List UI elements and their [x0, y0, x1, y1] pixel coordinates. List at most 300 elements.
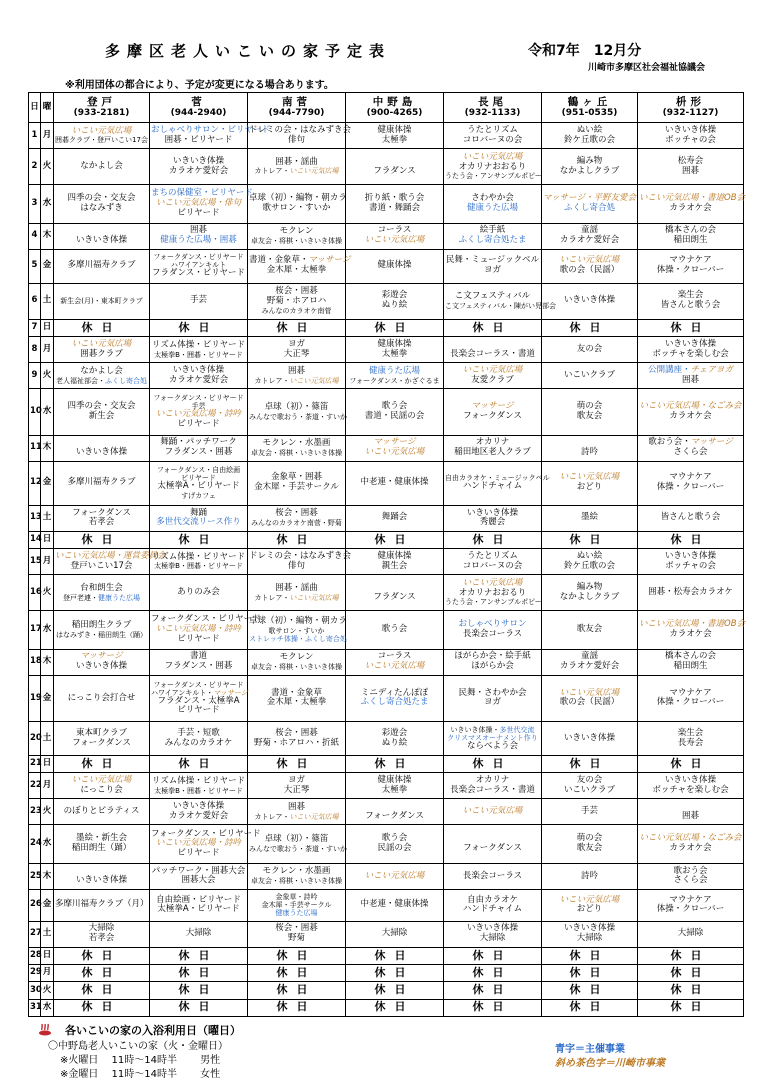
schedule-line: ヨガ — [287, 338, 305, 349]
schedule-line: カラオケ会 — [669, 843, 712, 854]
schedule-cell — [542, 825, 638, 863]
weekday: 水 — [41, 611, 54, 649]
schedule-line: 卓友会・将棋・いきいき体操 — [251, 663, 342, 672]
schedule-cell — [542, 389, 638, 435]
day-row — [29, 722, 744, 756]
schedule-line: 太極拳 — [381, 348, 408, 359]
schedule-cell — [444, 223, 542, 249]
schedule-line: 自由カラオケ・ミュージックベル — [445, 474, 550, 483]
closed-cell: 休日 — [54, 531, 150, 548]
schedule-cell — [150, 575, 248, 611]
schedule-text: カトレア・ — [254, 376, 290, 385]
schedule-cell — [346, 363, 444, 389]
schedule-line: ほがらか会・絵手紙 — [454, 651, 531, 662]
schedule-cell — [444, 123, 542, 149]
schedule-line: 新生会 — [88, 410, 115, 421]
schedule-line: ビリヤード — [177, 633, 220, 644]
schedule-cell — [346, 337, 444, 363]
schedule-line: フォークダンス・かざぐるま — [349, 376, 440, 385]
closed-cell: 休日 — [542, 531, 638, 548]
schedule-line: フラダンス・囲碁 — [164, 661, 233, 672]
day-number: 16 — [29, 575, 41, 611]
day-row — [29, 319, 744, 336]
day-row — [29, 756, 744, 773]
schedule-cell — [444, 149, 542, 185]
schedule-cell — [150, 223, 248, 249]
schedule-cell — [638, 435, 744, 461]
schedule-line: いこい元気広場・書道OB会 — [639, 193, 746, 204]
day-row — [29, 947, 744, 964]
schedule-cell — [638, 149, 744, 185]
schedule-line: オカリナ — [475, 437, 510, 448]
schedule-line: 囲碁 — [287, 802, 305, 813]
day-row — [29, 575, 744, 611]
day-row — [29, 889, 744, 921]
weekday: 火 — [41, 149, 54, 185]
schedule-cell — [248, 337, 346, 363]
schedule-line: マッサージ — [80, 651, 123, 662]
schedule-cell — [248, 675, 346, 721]
schedule-cell — [444, 575, 542, 611]
day-number: 5 — [29, 249, 41, 283]
schedule-line: 太極拳 — [381, 134, 408, 145]
schedule-line: 歌おう会 — [673, 865, 708, 876]
schedule-line: のぼりとピラティス — [63, 806, 140, 817]
schedule-cell — [248, 649, 346, 675]
schedule-line: 稲田朗生クラブ — [71, 620, 132, 631]
day-row — [29, 649, 744, 675]
schedule-line: 萌の会 — [576, 401, 603, 412]
schedule-cell — [444, 505, 542, 531]
schedule-cell — [150, 921, 248, 947]
schedule-cell — [542, 799, 638, 825]
schedule-line: いこい元気広場 — [71, 338, 132, 349]
schedule-line: 囲碁・松寿会カラオケ — [648, 586, 733, 597]
weekday: 木 — [41, 649, 54, 675]
schedule-line: 囲碁大会 — [181, 875, 216, 886]
schedule-period: 令和7年 12月分 — [528, 43, 642, 59]
schedule-line: 卓球（初）・篠笛 — [264, 401, 329, 412]
schedule-text: ハワイアンキルト・ — [151, 688, 214, 697]
closed-cell: 休日 — [150, 319, 248, 336]
schedule-line: コーラス — [377, 225, 412, 236]
house-header — [542, 93, 638, 123]
house-header — [150, 93, 248, 123]
schedule-cell — [638, 863, 744, 889]
schedule-line: 童謡 — [580, 651, 598, 662]
schedule-cell — [346, 223, 444, 249]
schedule-line: オカリナおおるり — [458, 161, 527, 172]
schedule-cell — [638, 799, 744, 825]
closed-cell: 休日 — [444, 965, 542, 982]
schedule-cell — [54, 611, 150, 649]
schedule-line: いこい元気広場・詩吟 — [155, 624, 241, 635]
schedule-line: 金象草・詩吟 — [275, 893, 318, 902]
schedule-line: ボッチャの会 — [665, 560, 716, 571]
schedule-line: マウナケア — [669, 472, 712, 483]
schedule-line: 稲田地区老人クラブ — [454, 447, 531, 458]
schedule-line: フラダンス・ビリヤード — [151, 268, 246, 279]
schedule-line: ならべよう会 — [466, 740, 518, 751]
schedule-cell — [54, 575, 150, 611]
closed-cell: 休日 — [346, 999, 444, 1016]
schedule-line: 四季の会・交友会 — [67, 401, 136, 412]
schedule-line: 楽生会 — [677, 290, 704, 301]
schedule-line: 歌友会 — [576, 624, 603, 635]
hot-spring-icon — [38, 1022, 52, 1036]
bath-tuesday: ※火曜日 11時～14時半 男性 — [60, 1055, 221, 1066]
schedule-line: ふくし寄合処 — [563, 202, 615, 213]
day-number: 31 — [29, 999, 41, 1016]
schedule-line — [55, 377, 148, 385]
schedule-text-highlight: いこい元気広場 — [289, 812, 339, 821]
house-phone: (900-4265) — [366, 108, 423, 119]
schedule-line: 歌う会 — [381, 401, 408, 412]
schedule-cell — [346, 799, 444, 825]
weekday: 金 — [41, 461, 54, 505]
schedule-cell — [444, 649, 542, 675]
schedule-cell — [248, 722, 346, 756]
house-name: 菅 — [191, 96, 206, 109]
schedule-cell — [542, 575, 638, 611]
legend-blue: 青字＝主催事業 — [555, 1044, 625, 1055]
closed-cell: 休日 — [54, 999, 150, 1016]
schedule-text-highlight: いこい元気広場 — [289, 167, 339, 176]
schedule-cell — [444, 283, 556, 319]
weekday: 土 — [41, 722, 54, 756]
schedule-cell — [542, 249, 638, 283]
day-number: 6 — [29, 283, 41, 319]
schedule-cell — [542, 435, 638, 461]
closed-cell: 休日 — [444, 531, 542, 548]
schedule-line: いきいき体操 — [172, 364, 224, 375]
schedule-line: 橋本さんの会 — [664, 225, 716, 236]
schedule-line: 書道・民謡の会 — [364, 410, 425, 421]
schedule-line: 大正琴 — [283, 784, 310, 795]
schedule-line: いきいき体操 — [664, 775, 716, 786]
schedule-line: 太極拳A・ビリヤード — [157, 481, 240, 492]
schedule-line: さくら会 — [673, 447, 708, 458]
schedule-line: 大掃除 — [185, 928, 212, 939]
schedule-line: カラオケ愛好会 — [559, 661, 620, 672]
schedule-line: ぬり絵 — [381, 737, 408, 748]
schedule-line — [249, 167, 344, 175]
schedule-cell — [54, 825, 150, 863]
closed-cell: 休日 — [444, 319, 542, 336]
schedule-line: なかよしクラブ — [559, 165, 620, 176]
schedule-line: いこい元気広場・なごみ会 — [639, 401, 742, 412]
weekday: 月 — [41, 773, 54, 799]
schedule-line: 大掃除 — [88, 923, 115, 934]
schedule-line: 大掃除 — [479, 933, 506, 944]
schedule-line: ドレミの会・はなみずき会 — [249, 124, 352, 135]
schedule-line: 舞踊 — [189, 507, 207, 518]
schedule-line: ふくし寄合処たま — [458, 235, 527, 246]
schedule-cell — [638, 549, 744, 575]
schedule-cell — [638, 611, 744, 649]
bath-location: 〇中野島老人いこいの家（火・金曜日） — [48, 1041, 228, 1052]
schedule-cell — [248, 611, 346, 649]
schedule-line: 金木犀・手芸サークル — [254, 482, 339, 493]
day-row — [29, 123, 744, 149]
schedule-cell — [542, 773, 638, 799]
schedule-line: 囲碁・謡曲 — [275, 582, 318, 593]
schedule-line: 大掃除 — [381, 928, 408, 939]
schedule-line — [249, 594, 344, 602]
schedule-line: 囲碁 — [681, 810, 699, 821]
schedule-line: 墨絵・新生会 — [75, 833, 127, 844]
schedule-cell — [150, 611, 261, 649]
schedule-line: 体操・クローバー — [656, 265, 725, 276]
schedule-line: 彩遊会 — [381, 290, 408, 301]
schedule-line: 太極拳B・囲碁・ビリヤード — [154, 562, 243, 571]
weekday: 日 — [41, 947, 54, 964]
house-phone: (932-1133) — [464, 108, 521, 119]
weekday: 火 — [41, 575, 54, 611]
schedule-line: いこい元気広場 — [462, 151, 523, 162]
schedule-cell — [444, 921, 542, 947]
schedule-cell — [54, 889, 150, 921]
schedule-line: なかよし会 — [80, 365, 123, 376]
schedule-line: 新生会(月)・東本町クラブ — [60, 297, 143, 306]
schedule-text: いきいき体操・ — [450, 725, 500, 734]
day-number: 1 — [29, 123, 41, 149]
schedule-line: ヨガ — [483, 265, 501, 276]
schedule-cell — [346, 889, 444, 921]
schedule-cell — [638, 249, 744, 283]
schedule-line: フォークダンス・ビリヤード — [153, 394, 244, 403]
schedule-line: 長寿会 — [677, 737, 704, 748]
schedule-cell — [54, 675, 150, 721]
schedule-line: 歌の会（民謡） — [559, 265, 620, 276]
schedule-line: 編み物 — [576, 581, 603, 592]
schedule-cell — [248, 863, 346, 889]
schedule-line: ぬり絵 — [381, 300, 408, 311]
schedule-line: 卓球（初）・編物・朝カラ — [249, 616, 347, 627]
closed-cell: 休日 — [638, 999, 744, 1016]
schedule-line: ほがらか会 — [471, 661, 514, 672]
day-number: 25 — [29, 863, 41, 889]
schedule-line: モクレン — [279, 226, 314, 237]
schedule-line: リズム体操・ビリヤード — [151, 551, 246, 562]
day-number: 22 — [29, 773, 41, 799]
schedule-cell — [542, 921, 638, 947]
schedule-cell — [346, 461, 444, 505]
closed-cell: 休日 — [248, 982, 346, 999]
schedule-text: 登戸老連・ — [63, 593, 98, 602]
schedule-text-highlight: チェアヨガ — [690, 364, 733, 375]
schedule-line: 皆さんと歌う会 — [660, 300, 721, 311]
weekday: 金 — [41, 889, 54, 921]
schedule-line: 中老連・健康体操 — [360, 477, 429, 488]
schedule-cell — [150, 825, 261, 863]
schedule-line: まちの保健室・ビリヤード — [151, 188, 253, 199]
schedule-line: 絵手紙 — [479, 225, 506, 236]
schedule-cell — [248, 505, 346, 531]
weekday: 月 — [41, 965, 54, 982]
closed-cell: 休日 — [150, 531, 248, 548]
schedule-cell — [444, 363, 542, 389]
schedule-line: 囲碁 — [681, 165, 699, 176]
weekday: 土 — [41, 283, 54, 319]
schedule-line: 健康体操 — [377, 124, 412, 135]
schedule-text-highlight: 健康うた広場 — [98, 593, 140, 602]
schedule-cell — [54, 435, 150, 461]
schedule-cell — [542, 863, 638, 889]
schedule-line: 桜会・囲碁 — [275, 508, 318, 519]
schedule-line: 囲碁 — [189, 225, 207, 236]
schedule-line: フォークダンス — [365, 810, 424, 821]
schedule-line: みんなで歌おう・茶道・すいか — [249, 412, 347, 421]
closed-cell: 休日 — [346, 947, 444, 964]
schedule-cell — [150, 363, 248, 389]
schedule-cell — [150, 337, 248, 363]
day-number: 18 — [29, 649, 41, 675]
schedule-line: 彩遊会 — [381, 727, 408, 738]
closed-cell: 休日 — [248, 756, 346, 773]
schedule-line: 健康体操 — [377, 550, 412, 561]
schedule-text-highlight: 多世代交流 — [499, 725, 535, 734]
change-notice: ※利用団体の都合により、予定が変更になる場合あります。 — [65, 80, 334, 91]
schedule-line: みんなのカラオケ — [164, 737, 233, 748]
schedule-cell — [54, 921, 150, 947]
schedule-cell — [150, 389, 248, 435]
weekday: 土 — [41, 921, 54, 947]
schedule-line — [445, 726, 540, 734]
schedule-line: 歌友会 — [576, 410, 603, 421]
closed-cell: 休日 — [150, 982, 248, 999]
schedule-line: 体操・クローバー — [656, 697, 725, 708]
day-number: 9 — [29, 363, 41, 389]
schedule-line: 友の会 — [576, 775, 603, 786]
closed-cell: 休日 — [346, 965, 444, 982]
schedule-line: ふくし寄合処たま — [360, 697, 429, 708]
schedule-line: フラダンス・囲碁 — [164, 447, 233, 458]
schedule-line: 歌う会 — [381, 833, 408, 844]
schedule-text: 老人福祉部会・ — [56, 376, 105, 385]
schedule-line: 稲田朗生（踊） — [71, 843, 132, 854]
schedule-cell — [542, 363, 638, 389]
schedule-line: 金木犀・太極拳 — [266, 265, 327, 276]
schedule-cell — [150, 863, 248, 889]
schedule-line: フォークダンス・ビリヤード — [153, 680, 244, 689]
schedule-cell — [150, 649, 248, 675]
schedule-line: マッサージ — [373, 437, 416, 448]
schedule-line: おしゃべりサロン・ビリヤード — [151, 124, 270, 135]
schedule-line: いこい元気広場・書道OB会 — [639, 619, 746, 630]
closed-cell: 休日 — [444, 982, 542, 999]
closed-cell: 休日 — [150, 947, 248, 964]
schedule-line: 囲碁 — [681, 374, 699, 385]
schedule-line: いきいき体操 — [466, 923, 518, 934]
schedule-cell — [638, 283, 744, 319]
schedule-line: コーラス — [377, 651, 412, 662]
schedule-line: いこい元気広場 — [71, 125, 132, 136]
day-number: 12 — [29, 461, 41, 505]
day-number: 2 — [29, 149, 41, 185]
schedule-line: 俳句 — [287, 560, 305, 571]
schedule-cell — [150, 461, 248, 505]
schedule-line: カラオケ会 — [669, 202, 712, 213]
schedule-cell — [542, 461, 638, 505]
schedule-cell — [248, 185, 346, 223]
day-row — [29, 185, 744, 223]
schedule-line: はなみずき・稲田朗生（踊） — [56, 630, 147, 639]
schedule-line: にっこり会 — [80, 784, 123, 795]
schedule-text-highlight: マッサージ — [213, 688, 248, 697]
day-row — [29, 825, 744, 863]
schedule-line: 長楽会コーラス — [462, 629, 523, 640]
schedule-text: 書道・金象草・ — [249, 255, 309, 266]
schedule-line: フォークダンス・自由絵画 — [156, 466, 241, 475]
schedule-cell — [248, 549, 352, 575]
schedule-line: カラオケ愛好会 — [559, 235, 620, 246]
schedule-line: リズム体操・ビリヤード — [151, 339, 246, 350]
schedule-line: 民謡の会 — [377, 843, 412, 854]
schedule-line: 四季の会・交友会 — [67, 193, 136, 204]
schedule-line: 手芸 — [191, 402, 206, 411]
schedule-cell — [150, 283, 248, 319]
schedule-cell — [638, 889, 744, 921]
schedule-line: フォークダンス — [463, 843, 522, 854]
day-row — [29, 921, 744, 947]
schedule-line: 東本町クラブ — [75, 727, 127, 738]
schedule-line: 楽生会 — [677, 727, 704, 738]
house-header — [248, 93, 346, 123]
schedule-cell — [248, 825, 346, 863]
schedule-cell — [638, 223, 744, 249]
day-row — [29, 799, 744, 825]
schedule-line: パッチワーク・囲碁大会 — [151, 865, 246, 876]
closed-cell: 休日 — [248, 947, 346, 964]
schedule-line: クリスマスオーナメント作り — [447, 733, 538, 742]
schedule-cell — [638, 722, 744, 756]
schedule-line: 金木犀・太極拳 — [266, 697, 327, 708]
schedule-line: みんなのカラオケ南菅・野菊 — [251, 519, 342, 528]
schedule-line: 登戸いこい17会 — [70, 560, 133, 571]
schedule-line: いこい元気広場 — [462, 364, 523, 375]
schedule-line: 大掃除 — [677, 928, 704, 939]
schedule-line: ハンドチャイム — [462, 904, 523, 915]
schedule-cell — [248, 799, 346, 825]
schedule-line: ドレミの会・はなみずき会 — [249, 550, 352, 561]
schedule-line — [249, 813, 344, 821]
schedule-line: フォークダンス — [463, 410, 522, 421]
closed-cell: 休日 — [638, 319, 744, 336]
schedule-line: なかよしクラブ — [559, 591, 620, 602]
schedule-line: 萌の会 — [576, 833, 603, 844]
schedule-text-highlight: ふくし寄合処 — [105, 376, 147, 385]
schedule-line: 稲田朗生 — [673, 661, 708, 672]
schedule-cell — [542, 649, 638, 675]
schedule-line: 長楽会コーラス・書道 — [450, 784, 535, 795]
schedule-line: 墨絵 — [580, 512, 598, 523]
schedule-line: ぬい絵 — [576, 124, 603, 135]
schedule-line: いこい元気広場 — [559, 472, 620, 483]
closed-cell: 休日 — [346, 982, 444, 999]
schedule-line: 手芸 — [189, 295, 207, 306]
house-name: 長尾 — [478, 96, 507, 109]
schedule-line: 多摩川福寿クラブ — [67, 477, 136, 488]
schedule-line: 皆さんと歌う会 — [660, 512, 721, 523]
schedule-cell — [444, 675, 542, 721]
weekday: 火 — [41, 363, 54, 389]
schedule-line: 金木犀・手芸サークル — [261, 901, 332, 910]
schedule-cell — [54, 337, 150, 363]
day-number: 30 — [29, 982, 41, 999]
schedule-line: 歌う会 — [381, 624, 408, 635]
day-row — [29, 531, 744, 548]
